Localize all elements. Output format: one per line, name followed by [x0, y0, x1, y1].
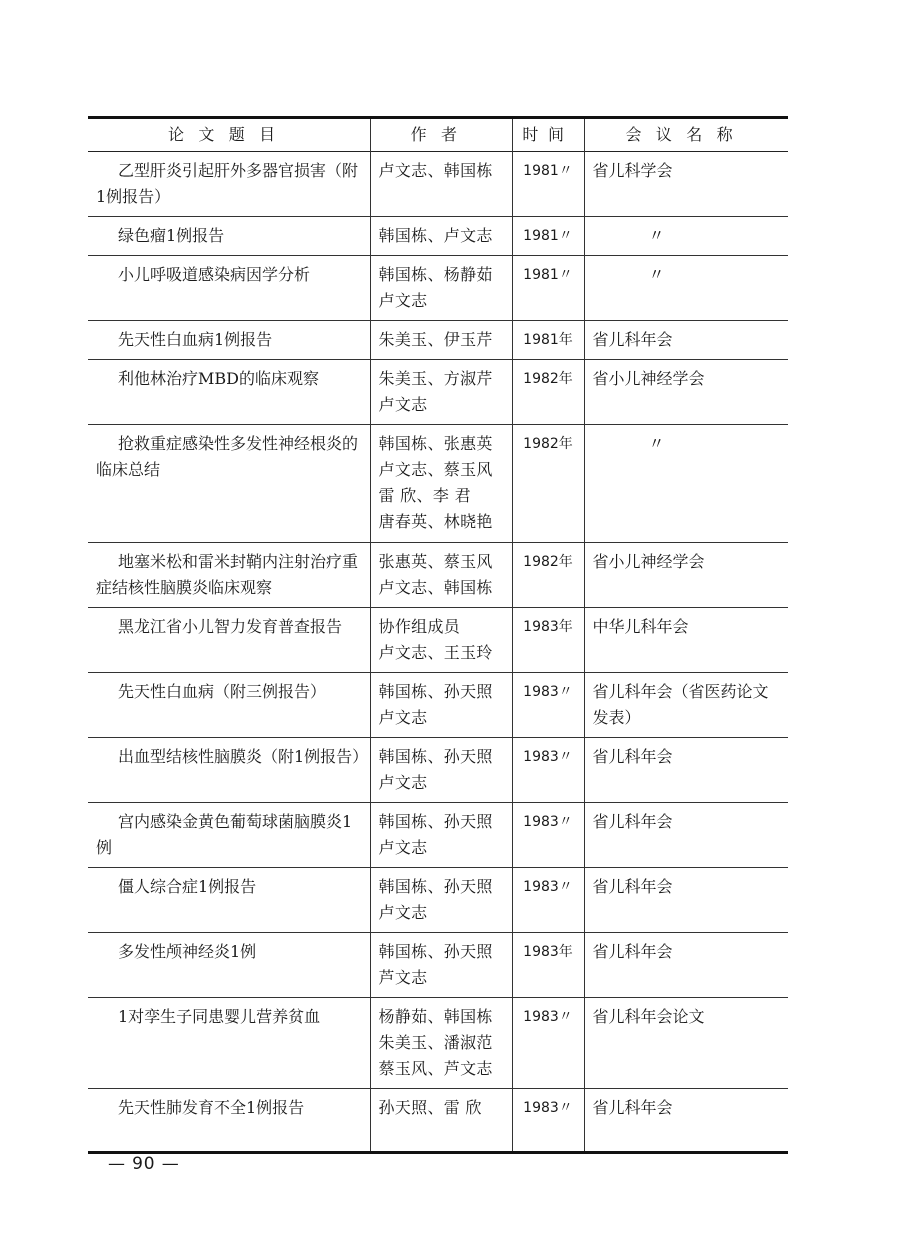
authors-cell: 张惠英、蔡玉风 卢文志、韩国栋	[370, 543, 512, 608]
time-cell: 1983〃	[512, 868, 584, 933]
meeting-name-cell: 〃	[584, 256, 788, 321]
paper-title-cell: 黑龙江省小儿智力发育普查报告	[118, 617, 343, 636]
authors-cell: 韩国栋、杨静茹 卢文志	[370, 256, 512, 321]
paper-title-cell: 宫内感染金黄色葡萄球菌脑膜炎1例	[96, 812, 353, 857]
meeting-name-cell: 省儿科年会	[584, 738, 788, 803]
header-title: 论文题目	[167, 125, 290, 144]
time-cell: 1983〃	[512, 803, 584, 868]
meeting-name-cell: 中华儿科年会	[584, 608, 788, 673]
paper-title-cell: 1对孪生子同患婴儿营养贫血	[118, 1007, 321, 1026]
paper-title-cell: 先天性白血病1例报告	[118, 330, 273, 349]
table-row	[88, 803, 788, 868]
authors-cell: 朱美玉、方淑芹 卢文志	[370, 360, 512, 425]
authors-cell: 韩国栋、孙天照 卢文志	[370, 803, 512, 868]
table-row	[88, 738, 788, 803]
paper-title-cell: 小儿呼吸道感染病因学分析	[118, 265, 311, 284]
time-cell: 1982年	[512, 360, 584, 425]
table-row	[88, 152, 788, 217]
header-meeting: 会议名称	[584, 118, 788, 152]
paper-title-cell: 乙型肝炎引起肝外多器官损害（附1例报告）	[96, 161, 359, 206]
meeting-name-cell: 省儿科年会	[584, 868, 788, 933]
authors-cell: 韩国栋、孙天照 卢文志	[370, 673, 512, 738]
authors-cell: 杨静茹、韩国栋 朱美玉、潘淑范 蔡玉风、芦文志	[370, 998, 512, 1089]
papers-table	[88, 116, 788, 1154]
table-row	[88, 360, 788, 425]
table-body	[88, 152, 788, 1153]
table-row	[88, 868, 788, 933]
meeting-name-cell: 省儿科年会论文	[584, 998, 788, 1089]
authors-cell: 韩国栋、孙天照 芦文志	[370, 933, 512, 998]
table-row	[88, 256, 788, 321]
paper-title-cell: 利他林治疗MBD的临床观察	[118, 369, 319, 388]
time-cell: 1983〃	[512, 1089, 584, 1153]
header-authors: 作者	[370, 118, 512, 152]
table-row	[88, 543, 788, 608]
time-cell: 1983〃	[512, 998, 584, 1089]
meeting-name-cell: 〃	[584, 425, 788, 543]
table-row	[88, 673, 788, 738]
authors-cell: 卢文志、韩国栋	[370, 152, 512, 217]
meeting-name-cell: 省儿科年会	[584, 803, 788, 868]
paper-title-cell: 多发性颅神经炎1例	[118, 942, 257, 961]
header-time: 时间	[512, 118, 584, 152]
table-row	[88, 998, 788, 1089]
authors-cell: 韩国栋、孙天照 卢文志	[370, 868, 512, 933]
authors-cell: 朱美玉、伊玉芹	[370, 321, 512, 360]
authors-cell: 孙天照、雷 欣	[370, 1089, 512, 1153]
meeting-name-cell: 〃	[584, 217, 788, 256]
authors-cell: 韩国栋、张惠英 卢文志、蔡玉风 雷 欣、李 君 唐春英、林晓艳	[370, 425, 512, 543]
paper-title-cell: 地塞米松和雷米封鞘内注射治疗重症结核性脑膜炎临床观察	[96, 552, 359, 597]
time-cell: 1981〃	[512, 217, 584, 256]
paper-title-cell: 先天性肺发育不全1例报告	[118, 1098, 305, 1117]
paper-title-cell: 抢救重症感染性多发性神经根炎的临床总结	[96, 434, 359, 479]
meeting-name-cell: 省儿科学会	[584, 152, 788, 217]
paper-title-cell: 先天性白血病（附三例报告）	[118, 682, 327, 701]
authors-cell: 协作组成员 卢文志、王玉玲	[370, 608, 512, 673]
meeting-name-cell: 省儿科年会	[584, 933, 788, 998]
authors-cell: 韩国栋、卢文志	[370, 217, 512, 256]
paper-title-cell: 出血型结核性脑膜炎（附1例报告）	[118, 747, 369, 766]
meeting-name-cell: 省儿科年会	[584, 1089, 788, 1153]
paper-title-cell: 僵人综合症1例报告	[118, 877, 257, 896]
authors-cell: 韩国栋、孙天照 卢文志	[370, 738, 512, 803]
table-row	[88, 217, 788, 256]
time-cell: 1983〃	[512, 673, 584, 738]
time-cell: 1981〃	[512, 256, 584, 321]
header-row	[88, 118, 788, 152]
table-row	[88, 1089, 788, 1153]
time-cell: 1981年	[512, 321, 584, 360]
table-row	[88, 933, 788, 998]
time-cell: 1983〃	[512, 738, 584, 803]
paper-title-cell: 绿色瘤1例报告	[118, 226, 225, 245]
table-row	[88, 321, 788, 360]
table-row	[88, 425, 788, 543]
page-number: — 90 —	[108, 1154, 180, 1174]
time-cell: 1982年	[512, 543, 584, 608]
time-cell: 1983年	[512, 933, 584, 998]
time-cell: 1982年	[512, 425, 584, 543]
meeting-name-cell: 省儿科年会	[584, 321, 788, 360]
time-cell: 1981〃	[512, 152, 584, 217]
table-header	[88, 118, 788, 152]
meeting-name-cell: 省小儿神经学会	[584, 360, 788, 425]
table-row	[88, 608, 788, 673]
meeting-name-cell: 省小儿神经学会	[584, 543, 788, 608]
time-cell: 1983年	[512, 608, 584, 673]
meeting-name-cell: 省儿科年会（省医药论文发表）	[584, 673, 788, 738]
